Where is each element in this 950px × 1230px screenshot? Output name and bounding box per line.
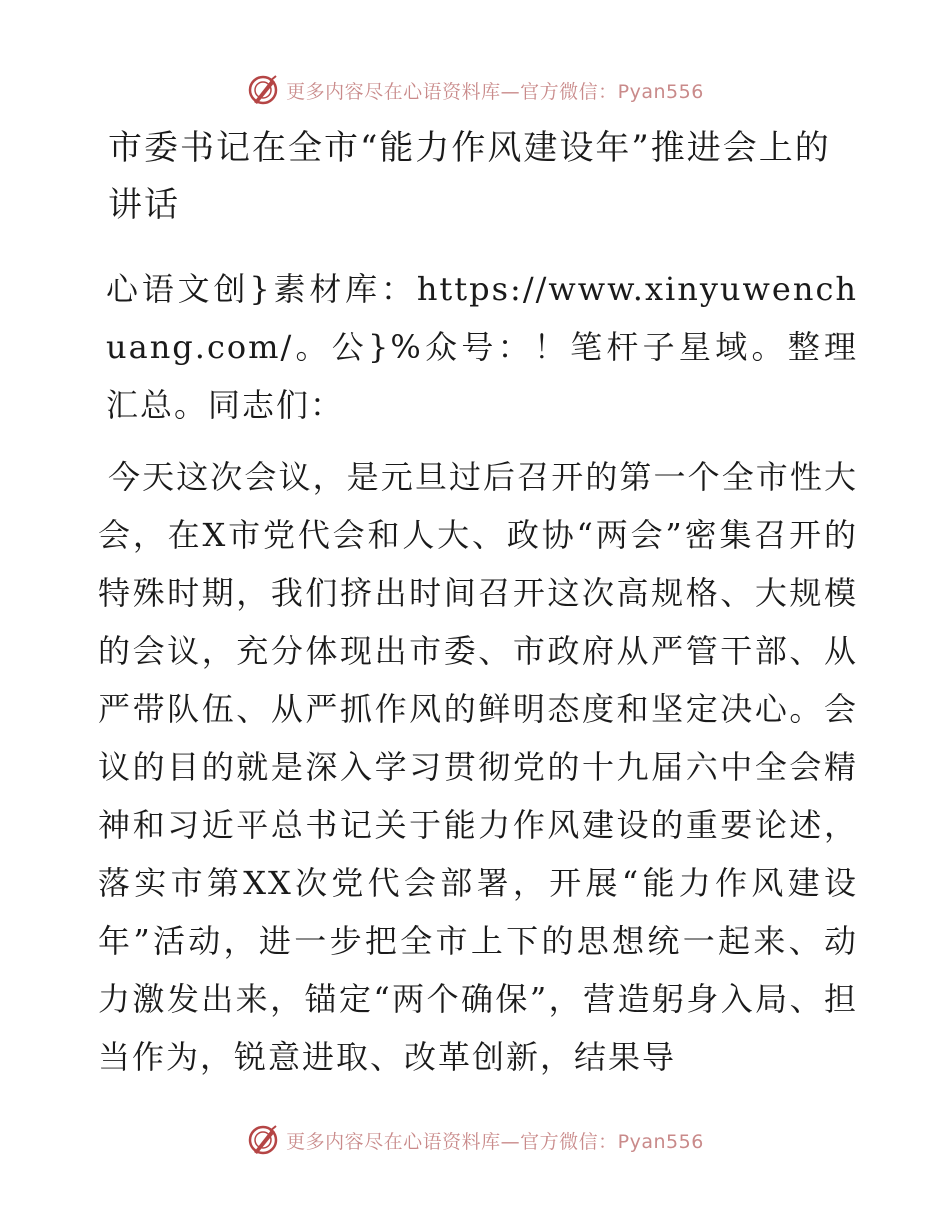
source-note: 心语文创}素材库：https://www.xinyuwenchuang.com/。公}%众号：！笔杆子星域。整理汇总。同志们： [106,270,858,424]
footer-banner [0,1120,950,1160]
quill-pen-circle-icon [246,73,280,107]
footer-banner-text: 更多内容尽在心语资料库—官方微信：Pyan556 [286,1130,704,1153]
document-body [98,120,858,1086]
document-title: 市委书记在全市“能力作风建设年”推进会上的讲话 [108,128,831,225]
quill-pen-circle-icon [246,1123,280,1157]
header-banner [0,70,950,110]
body-paragraph: 今天这次会议，是元旦过后召开的第一个全市性大会，在X市党代会和人大、政协“两会”密集召开的特殊时期，我们挤出时间召开这次高规格、大规模的会议，充分体现出市委、市政府从严管干部、从严带队伍、从严抓作风的鲜明态度和坚定决心。会议的目的就是深入学习贯彻党的十九届六中全会精神和习近平总书记关于能力作风建设的重要论述，落实市第XX次党代会部署，开展“能力作风建设年”活动，进一步把全市上下的思想统一起来、动力激发出来，锚定“两个确保”，营造躬身入局、担当作为，锐意进取、改革创新，结果导 [98,458,858,1076]
header-banner-text: 更多内容尽在心语资料库—官方微信：Pyan556 [286,80,704,103]
